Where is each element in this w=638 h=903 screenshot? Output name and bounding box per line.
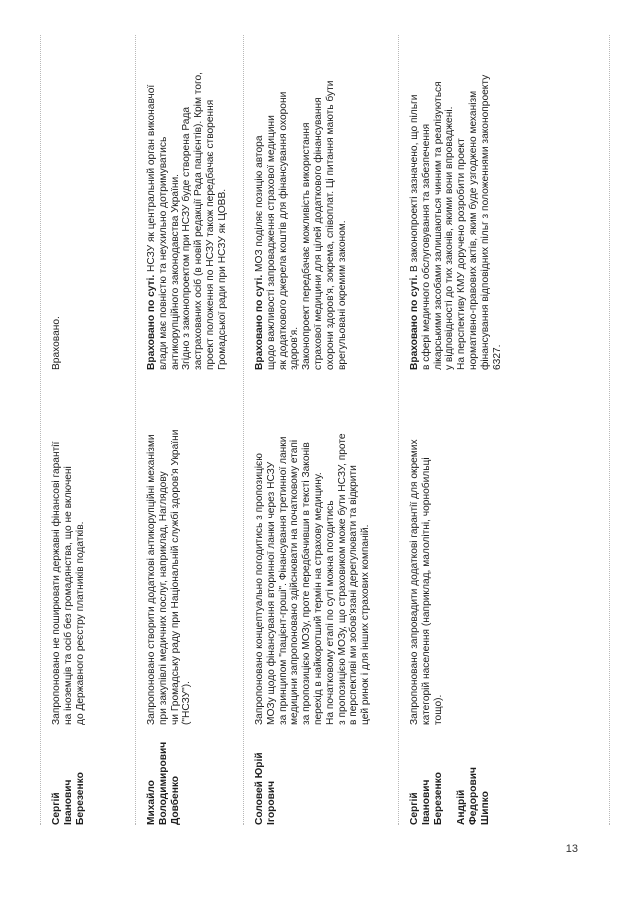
author-name: Сергій Іванович Березенко xyxy=(51,772,86,825)
response-text: Враховано. xyxy=(51,316,62,370)
proposal-text: Запропоновано створити додаткові антикорупційні механізми при закупівлі медичних послуг, наприклад, Наглядову чи Громадську раду при Національній службі здоров'я України ("НСЗУ"). xyxy=(146,429,193,725)
proposal-text: Запропоновано запровадити додаткові гарантії для окремих категорій населення (наприклад, малолітні, чорнобильці тощо). xyxy=(409,439,444,725)
table-bottom-rule xyxy=(609,35,611,825)
table-row xyxy=(398,35,611,825)
table-row xyxy=(135,35,244,825)
author-name: Сергій Іванович Березенко Андрій Федорович Шипко xyxy=(409,767,491,825)
response-bold: Враховано по суті. xyxy=(146,274,157,370)
proposal-text: Запропоновано концептуально погодитись з пропозицією МОЗу щодо фінансування вторинної ланки через НСЗУ за принципом "пацієнт-гроші". Фінансування третинної ланки медицини запропоновано здійснювати на початковому етапі за пропозицією МОЗу, проте передбачивши в тексті Законів перехід в найкоротший термін на страхову медицину. На початковому етапі по суті можна погодитись з пропозицією МОЗу, що страховиком може бути НСЗУ, проте в перспективі ми зобов'язані дерегулювати та відкрити цей ринок і для інших страхових компаній. xyxy=(254,433,372,725)
response-bold: Враховано по суті. xyxy=(254,274,265,370)
response-text: Враховано по суті. МОЗ поділяє позицію автора щодо важливості запровадження страхової медицини як додаткового джерела коштів для фінансування охорони здоров'я. Законопроект передбачає можливість використання страхової медицини для цілей додаткового фінансування охорони здоров'я, зокрема, співоплат. Ці питання мають бути врегульовані окремим законом. xyxy=(254,80,348,370)
proposal-text: Запропоновано не поширювати державні фінансові гарантії на іноземців та осіб без громадянства, що не включені до Державного реєстру платників податків. xyxy=(51,441,86,725)
response-bold: Враховано по суті. xyxy=(409,274,420,370)
page-number: 13 xyxy=(565,843,578,855)
response-text: Враховано по суті. НСЗУ як центральний орган виконавчої влади має повністю та неухильно дотримуватись антикорупційного законодавства України. Згідно з законопроектом при НСЗУ буде створена Рада застрахованих осіб (в новій редакції Рада пацієнтів). Крім того, проект положення по НСЗУ також передбачає створення Громадської ради при НСЗУ як ЦОВВ. xyxy=(146,72,228,370)
table-row xyxy=(243,35,399,825)
table-row xyxy=(40,35,136,825)
author-name: Михайло Володимирович Довбенко xyxy=(146,741,181,825)
author-name: Соловей Юрій Ігорович xyxy=(254,752,277,825)
response-text: Враховано по суті. В законопроекті зазначено, що пільги в сфері медичного обслуговування та забезпечення лікарськими засобами залишаються чинним та реалізуються у відповідності до тих законів, якими вони впроваджені. На перспективу КМУ доручено розробити проект нормативно-правових актів, яким буде узгоджено механізм фінансування відповідних пільг з положеннями законопроекту 6327. xyxy=(409,74,503,370)
rotated-table xyxy=(40,35,610,825)
